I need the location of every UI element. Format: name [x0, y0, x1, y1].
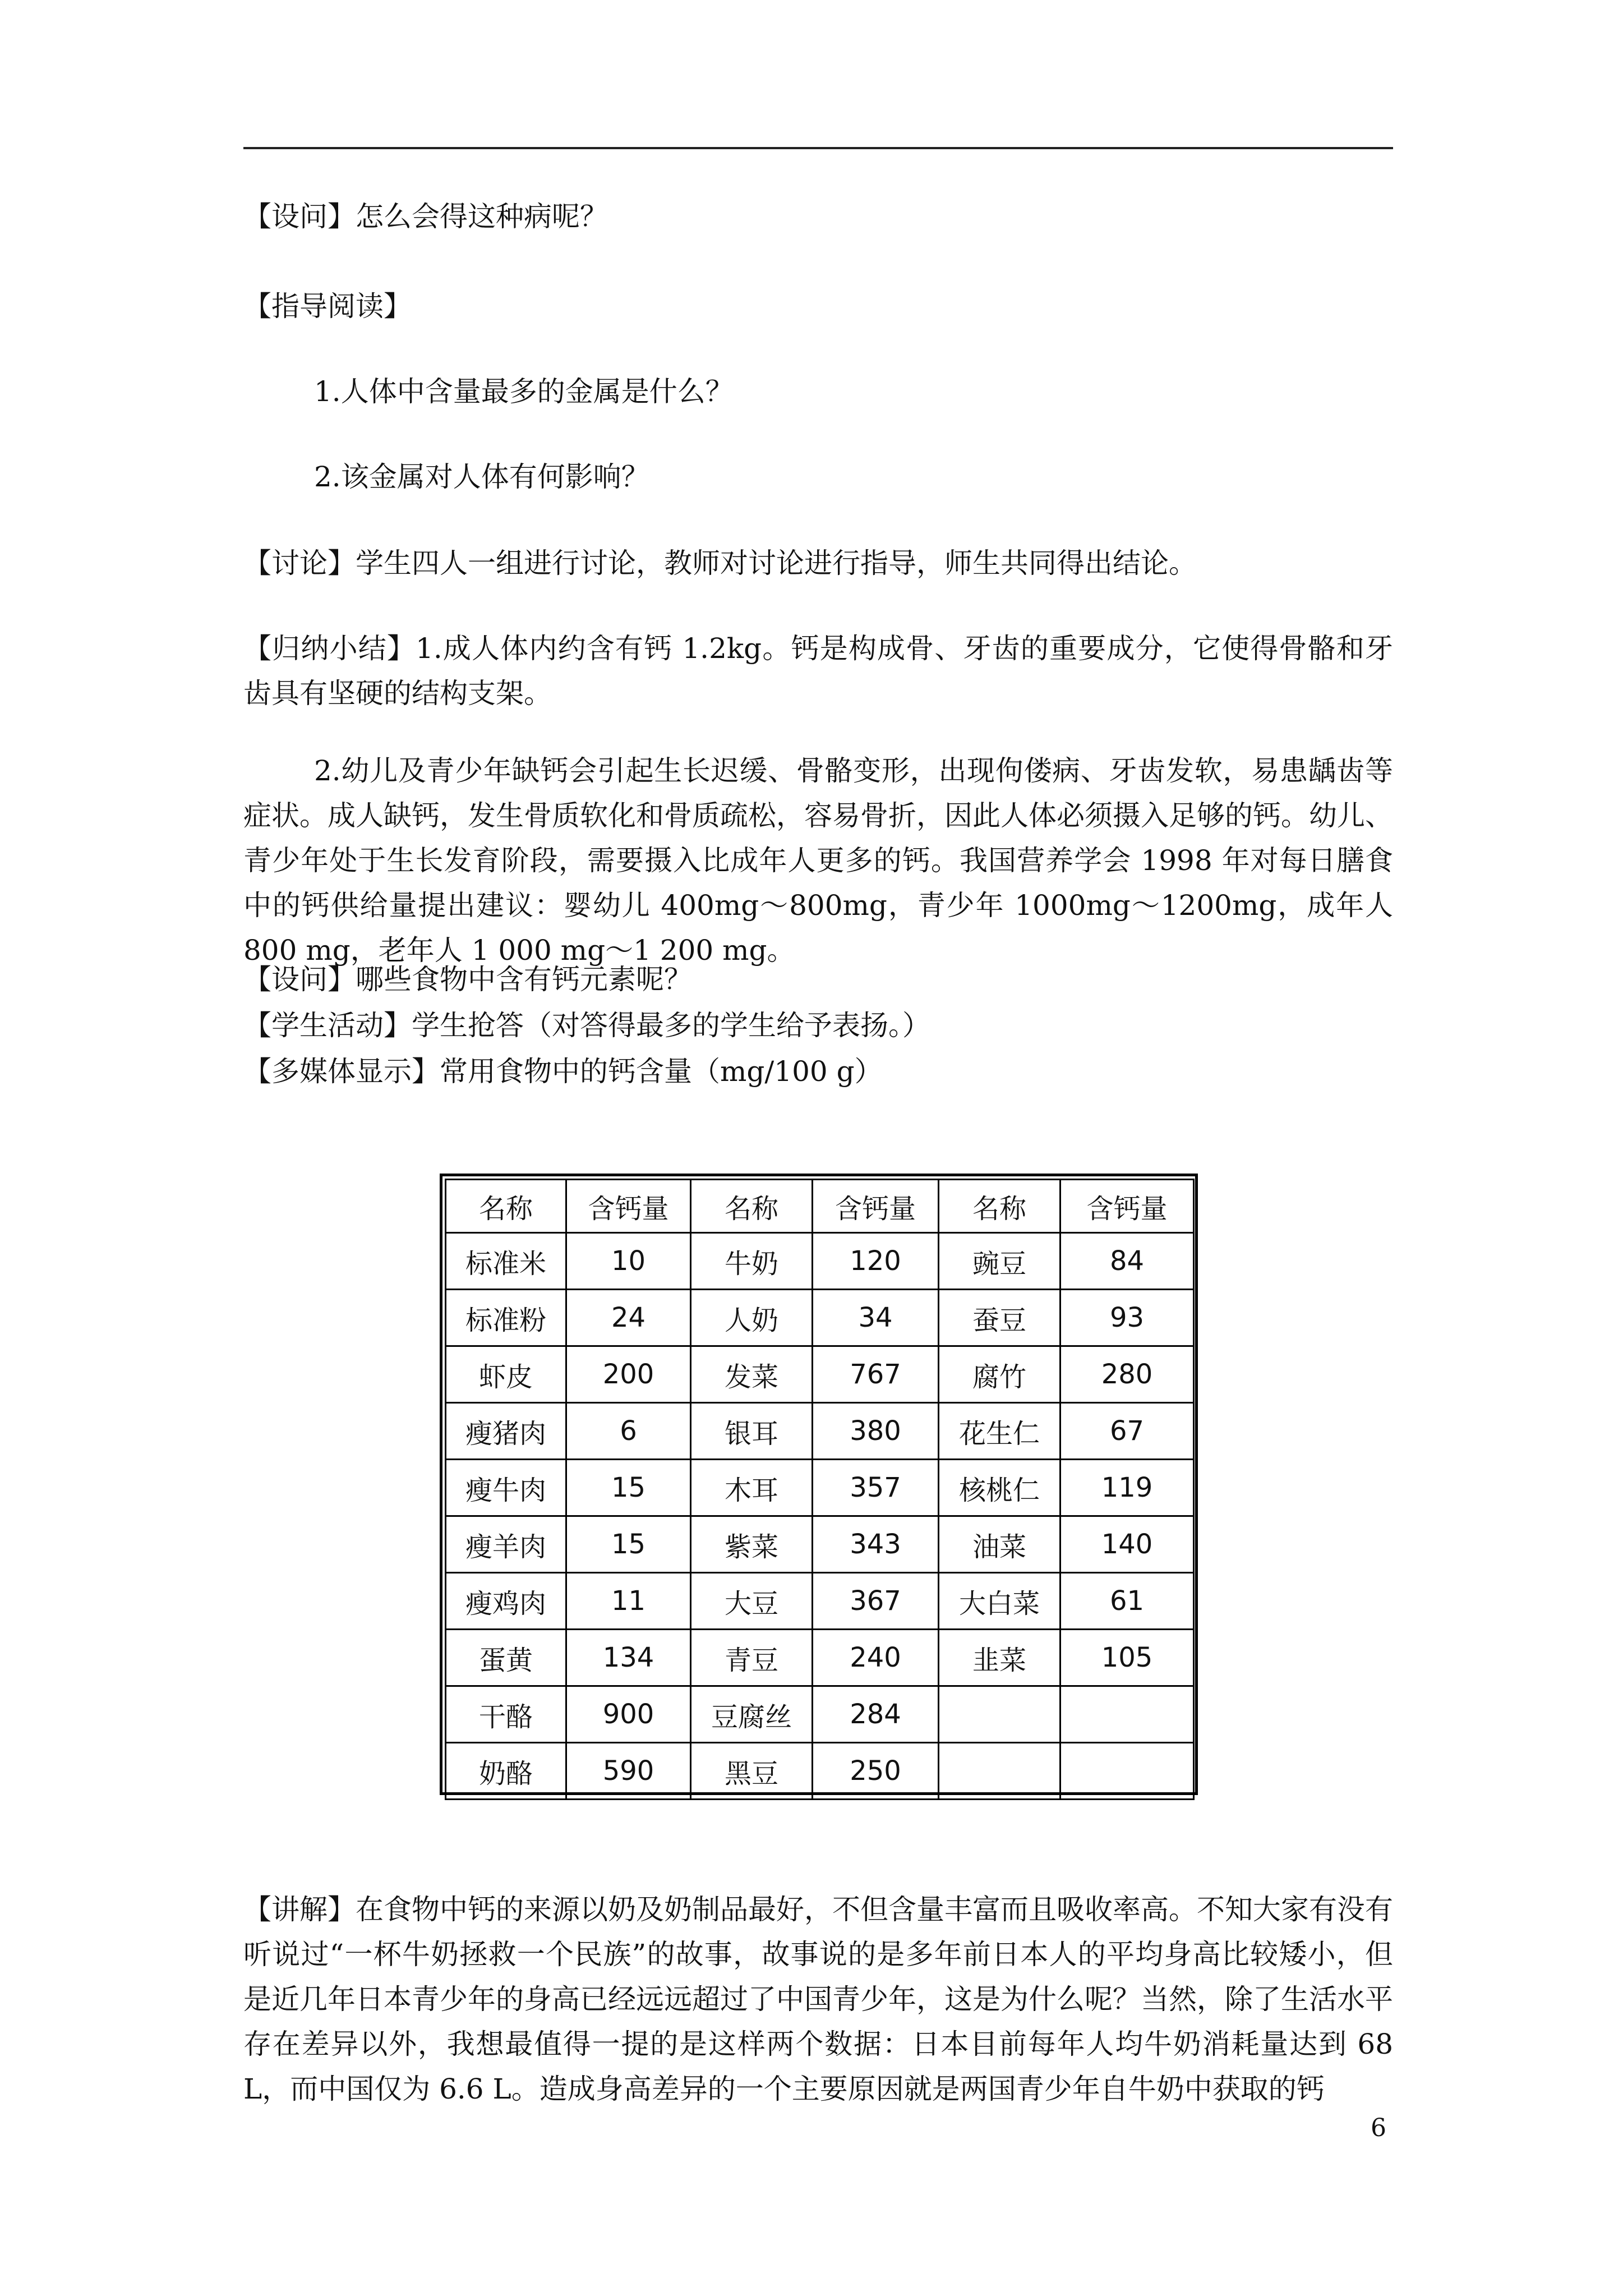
- table-cell: [939, 1686, 1061, 1743]
- table-cell: 发菜: [691, 1346, 813, 1403]
- table-cell: 瘦羊肉: [446, 1516, 566, 1573]
- table-header-cell: 名称: [939, 1180, 1061, 1233]
- table-cell: 韭菜: [939, 1630, 1061, 1686]
- table-cell: 367: [813, 1573, 939, 1630]
- table-row: [446, 1346, 1194, 1403]
- table-row: [446, 1403, 1194, 1460]
- table-cell: 6: [566, 1403, 691, 1460]
- reading-item-1: 1.人体中含量最多的金属是什么？: [314, 375, 734, 408]
- table-cell: 120: [813, 1233, 939, 1290]
- table-cell: 93: [1061, 1290, 1194, 1346]
- table-cell: 284: [813, 1686, 939, 1743]
- table-cell: 250: [813, 1743, 939, 1800]
- table-cell: 900: [566, 1686, 691, 1743]
- table-cell: 干酪: [446, 1686, 566, 1743]
- calcium-content-table-frame: [440, 1174, 1198, 1795]
- table-cell: 油菜: [939, 1516, 1061, 1573]
- table-header-row: [446, 1180, 1194, 1233]
- table-cell: 黑豆: [691, 1743, 813, 1800]
- summary-point-2-paragraph: 2.幼儿及青少年缺钙会引起生长迟缓、骨骼变形，出现佝偻病、牙齿发软，易患龋齿等症状。成人缺钙，发生骨质软化和骨质疏松，容易骨折，因此人体必须摄入足够的钙。幼儿、青少年处于生长发育阶段，需要摄入比成年人更多的钙。我国营养学会 1998 年对每日膳食中的钙供给量提出建议：婴幼儿 400mg～800mg，青少年 1000mg～1200mg，成年人 800 mg，老年人 1 000 mg～1 200 mg。: [243, 754, 1393, 967]
- table-cell: 380: [813, 1403, 939, 1460]
- table-cell: 105: [1061, 1630, 1194, 1686]
- table-row: [446, 1233, 1194, 1290]
- table-row: [446, 1573, 1194, 1630]
- table-header-cell: 名称: [691, 1180, 813, 1233]
- table-cell: 240: [813, 1630, 939, 1686]
- table-cell: 134: [566, 1630, 691, 1686]
- student-activity-line: 【学生活动】学生抢答（对答得最多的学生给予表扬。）: [243, 1009, 930, 1042]
- table-row: [446, 1516, 1194, 1573]
- table-cell: 140: [1061, 1516, 1194, 1573]
- table-row: [446, 1630, 1194, 1686]
- table-cell: 奶酪: [446, 1743, 566, 1800]
- table-cell: 15: [566, 1460, 691, 1516]
- table-cell: [1061, 1743, 1194, 1800]
- table-row: [446, 1290, 1194, 1346]
- table-cell: 119: [1061, 1460, 1194, 1516]
- table-row: [446, 1460, 1194, 1516]
- table-cell: 67: [1061, 1403, 1194, 1460]
- explanation-paragraph: 【讲解】在食物中钙的来源以奶及奶制品最好，不但含量丰富而且吸收率高。不知大家有没有听说过“一杯牛奶拯救一个民族”的故事，故事说的是多年前日本人的平均身高比较矮小，但是近几年日本青少年的身高已经远远超过了中国青少年，这是为什么呢？当然，除了生活水平存在差异以外，我想最值得一提的是这样两个数据：日本目前每年人均牛奶消耗量达到 68 L，而中国仅为 6.6 L。造成身高差异的一个主要原因就是两国青少年自牛奶中获取的钙: [243, 1893, 1393, 2105]
- table-cell: 瘦鸡肉: [446, 1573, 566, 1630]
- question-line-2: 【设问】哪些食物中含有钙元素呢？: [243, 963, 692, 996]
- summary-paragraph: 【归纳小结】1.成人体内约含有钙 1.2kg。钙是构成骨、牙齿的重要成分，它使得骨骼和牙齿具有坚硬的结构支架。: [243, 632, 1393, 710]
- table-cell: 牛奶: [691, 1233, 813, 1290]
- reading-item-2: 2.该金属对人体有何影响？: [314, 461, 649, 493]
- table-cell: [939, 1743, 1061, 1800]
- table-header-cell: 名称: [446, 1180, 566, 1233]
- table-cell: 200: [566, 1346, 691, 1403]
- table-cell: 61: [1061, 1573, 1194, 1630]
- table-cell: 大豆: [691, 1573, 813, 1630]
- guided-reading-heading: 【指导阅读】: [243, 290, 412, 323]
- table-cell: 豆腐丝: [691, 1686, 813, 1743]
- question-line-1: 【设问】怎么会得这种病呢？: [243, 200, 608, 233]
- table-cell: 11: [566, 1573, 691, 1630]
- table-cell: 24: [566, 1290, 691, 1346]
- table-cell: 青豆: [691, 1630, 813, 1686]
- table-cell: 10: [566, 1233, 691, 1290]
- table-cell: 木耳: [691, 1460, 813, 1516]
- table-cell: 767: [813, 1346, 939, 1403]
- table-cell: 标准粉: [446, 1290, 566, 1346]
- table-cell: 15: [566, 1516, 691, 1573]
- table-header-cell: 含钙量: [1061, 1180, 1194, 1233]
- table-cell: 84: [1061, 1233, 1194, 1290]
- table-cell: 银耳: [691, 1403, 813, 1460]
- table-cell: 标准米: [446, 1233, 566, 1290]
- table-header-cell: 含钙量: [813, 1180, 939, 1233]
- header-rule: [243, 147, 1393, 149]
- table-cell: 357: [813, 1460, 939, 1516]
- calcium-content-table: [445, 1179, 1195, 1800]
- table-cell: 紫菜: [691, 1516, 813, 1573]
- table-cell: 瘦猪肉: [446, 1403, 566, 1460]
- table-cell: 34: [813, 1290, 939, 1346]
- table-cell: 590: [566, 1743, 691, 1800]
- table-cell: 大白菜: [939, 1573, 1061, 1630]
- table-cell: 280: [1061, 1346, 1194, 1403]
- page-number: 6: [1371, 2114, 1386, 2142]
- table-header-cell: 含钙量: [566, 1180, 691, 1233]
- table-cell: 蛋黄: [446, 1630, 566, 1686]
- table-cell: 核桃仁: [939, 1460, 1061, 1516]
- table-row: [446, 1743, 1194, 1800]
- table-cell: [1061, 1686, 1194, 1743]
- discussion-line: 【讨论】学生四人一组进行讨论，教师对讨论进行指导，师生共同得出结论。: [243, 547, 1197, 579]
- table-cell: 瘦牛肉: [446, 1460, 566, 1516]
- table-row: [446, 1686, 1194, 1743]
- table-cell: 人奶: [691, 1290, 813, 1346]
- table-cell: 蚕豆: [939, 1290, 1061, 1346]
- table-cell: 花生仁: [939, 1403, 1061, 1460]
- table-cell: 豌豆: [939, 1233, 1061, 1290]
- table-cell: 343: [813, 1516, 939, 1573]
- multimedia-display-line: 【多媒体显示】常用食物中的钙含量（mg/100 g）: [243, 1055, 883, 1088]
- table-cell: 腐竹: [939, 1346, 1061, 1403]
- table-cell: 虾皮: [446, 1346, 566, 1403]
